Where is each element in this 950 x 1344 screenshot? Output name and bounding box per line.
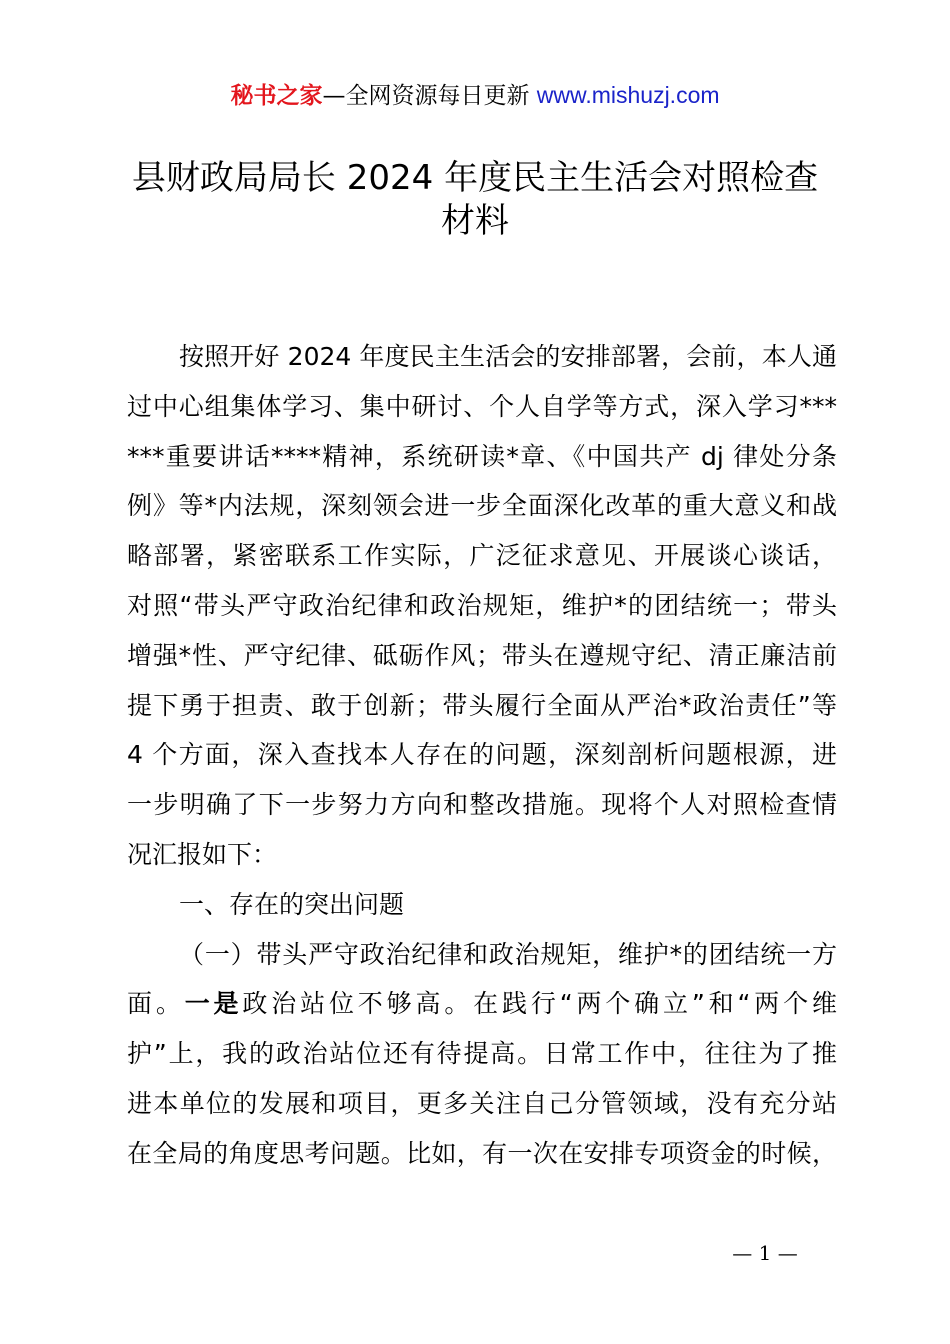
point-prefix: 面。	[127, 989, 185, 1019]
brand-name: 秘书之家	[230, 83, 323, 109]
body-line: 在全局的角度思考问题。比如，有一次在安排专项资金的时候，	[127, 1138, 837, 1168]
body-line: 按照开好 2024 年度民主生活会的安排部署，会前，本人通	[179, 342, 837, 371]
body-line: 护”上，我的政治站位还有待提高。日常工作中，往往为了推	[127, 1039, 837, 1069]
point-line	[127, 979, 837, 1029]
body-line: 4 个方面，深入查找本人存在的问题，深刻剖析问题根源，进	[127, 740, 837, 770]
point-text: 政治站位不够高。在践行“两个确立”和“两个维	[242, 989, 837, 1019]
title-line-1: 县财政局局长 2024 年度民主生活会对照检查	[131, 158, 819, 198]
document-title	[60, 157, 890, 243]
section-heading: 一、存在的突出问题	[179, 889, 405, 919]
body-line: 提下勇于担责、敢于创新；带头履行全面从严治*政治责任”等	[127, 690, 837, 720]
point-label: 一是	[184, 989, 243, 1019]
body-line: 进本单位的发展和项目，更多关注自己分管领域，没有充分站	[127, 1088, 837, 1118]
banner-tagline: —全网资源每日更新	[322, 83, 537, 109]
body-line: 过中心组集体学习、集中研讨、个人自学等方式，深入学习***	[127, 391, 837, 421]
page-number: — 1 —	[732, 1241, 798, 1265]
document-body	[127, 332, 837, 1179]
subsection-heading: （一）带头严守政治纪律和政治规矩，维护*的团结统一方	[179, 939, 837, 969]
body-line: 略部署，紧密联系工作实际，广泛征求意见、开展谈心谈话，	[127, 541, 837, 571]
body-line: ***重要讲话****精神，系统研读*章、《中国共产 dj 律处分条	[127, 441, 837, 471]
body-line: 一步明确了下一步努力方向和整改措施。现将个人对照检查情	[127, 790, 837, 820]
title-line-2: 材料	[441, 201, 509, 241]
body-line: 况汇报如下：	[127, 839, 278, 869]
body-line: 对照“带头严守政治纪律和政治规矩，维护*的团结统一；带头	[127, 590, 837, 620]
site-banner	[0, 78, 950, 113]
site-url-link[interactable]: www.mishuzj.com	[536, 82, 720, 108]
body-line: 增强*性、严守纪律、砥砺作风；带头在遵规守纪、清正廉洁前	[127, 640, 837, 670]
body-line: 例》等*内法规，深刻领会进一步全面深化改革的重大意义和战	[127, 491, 837, 521]
